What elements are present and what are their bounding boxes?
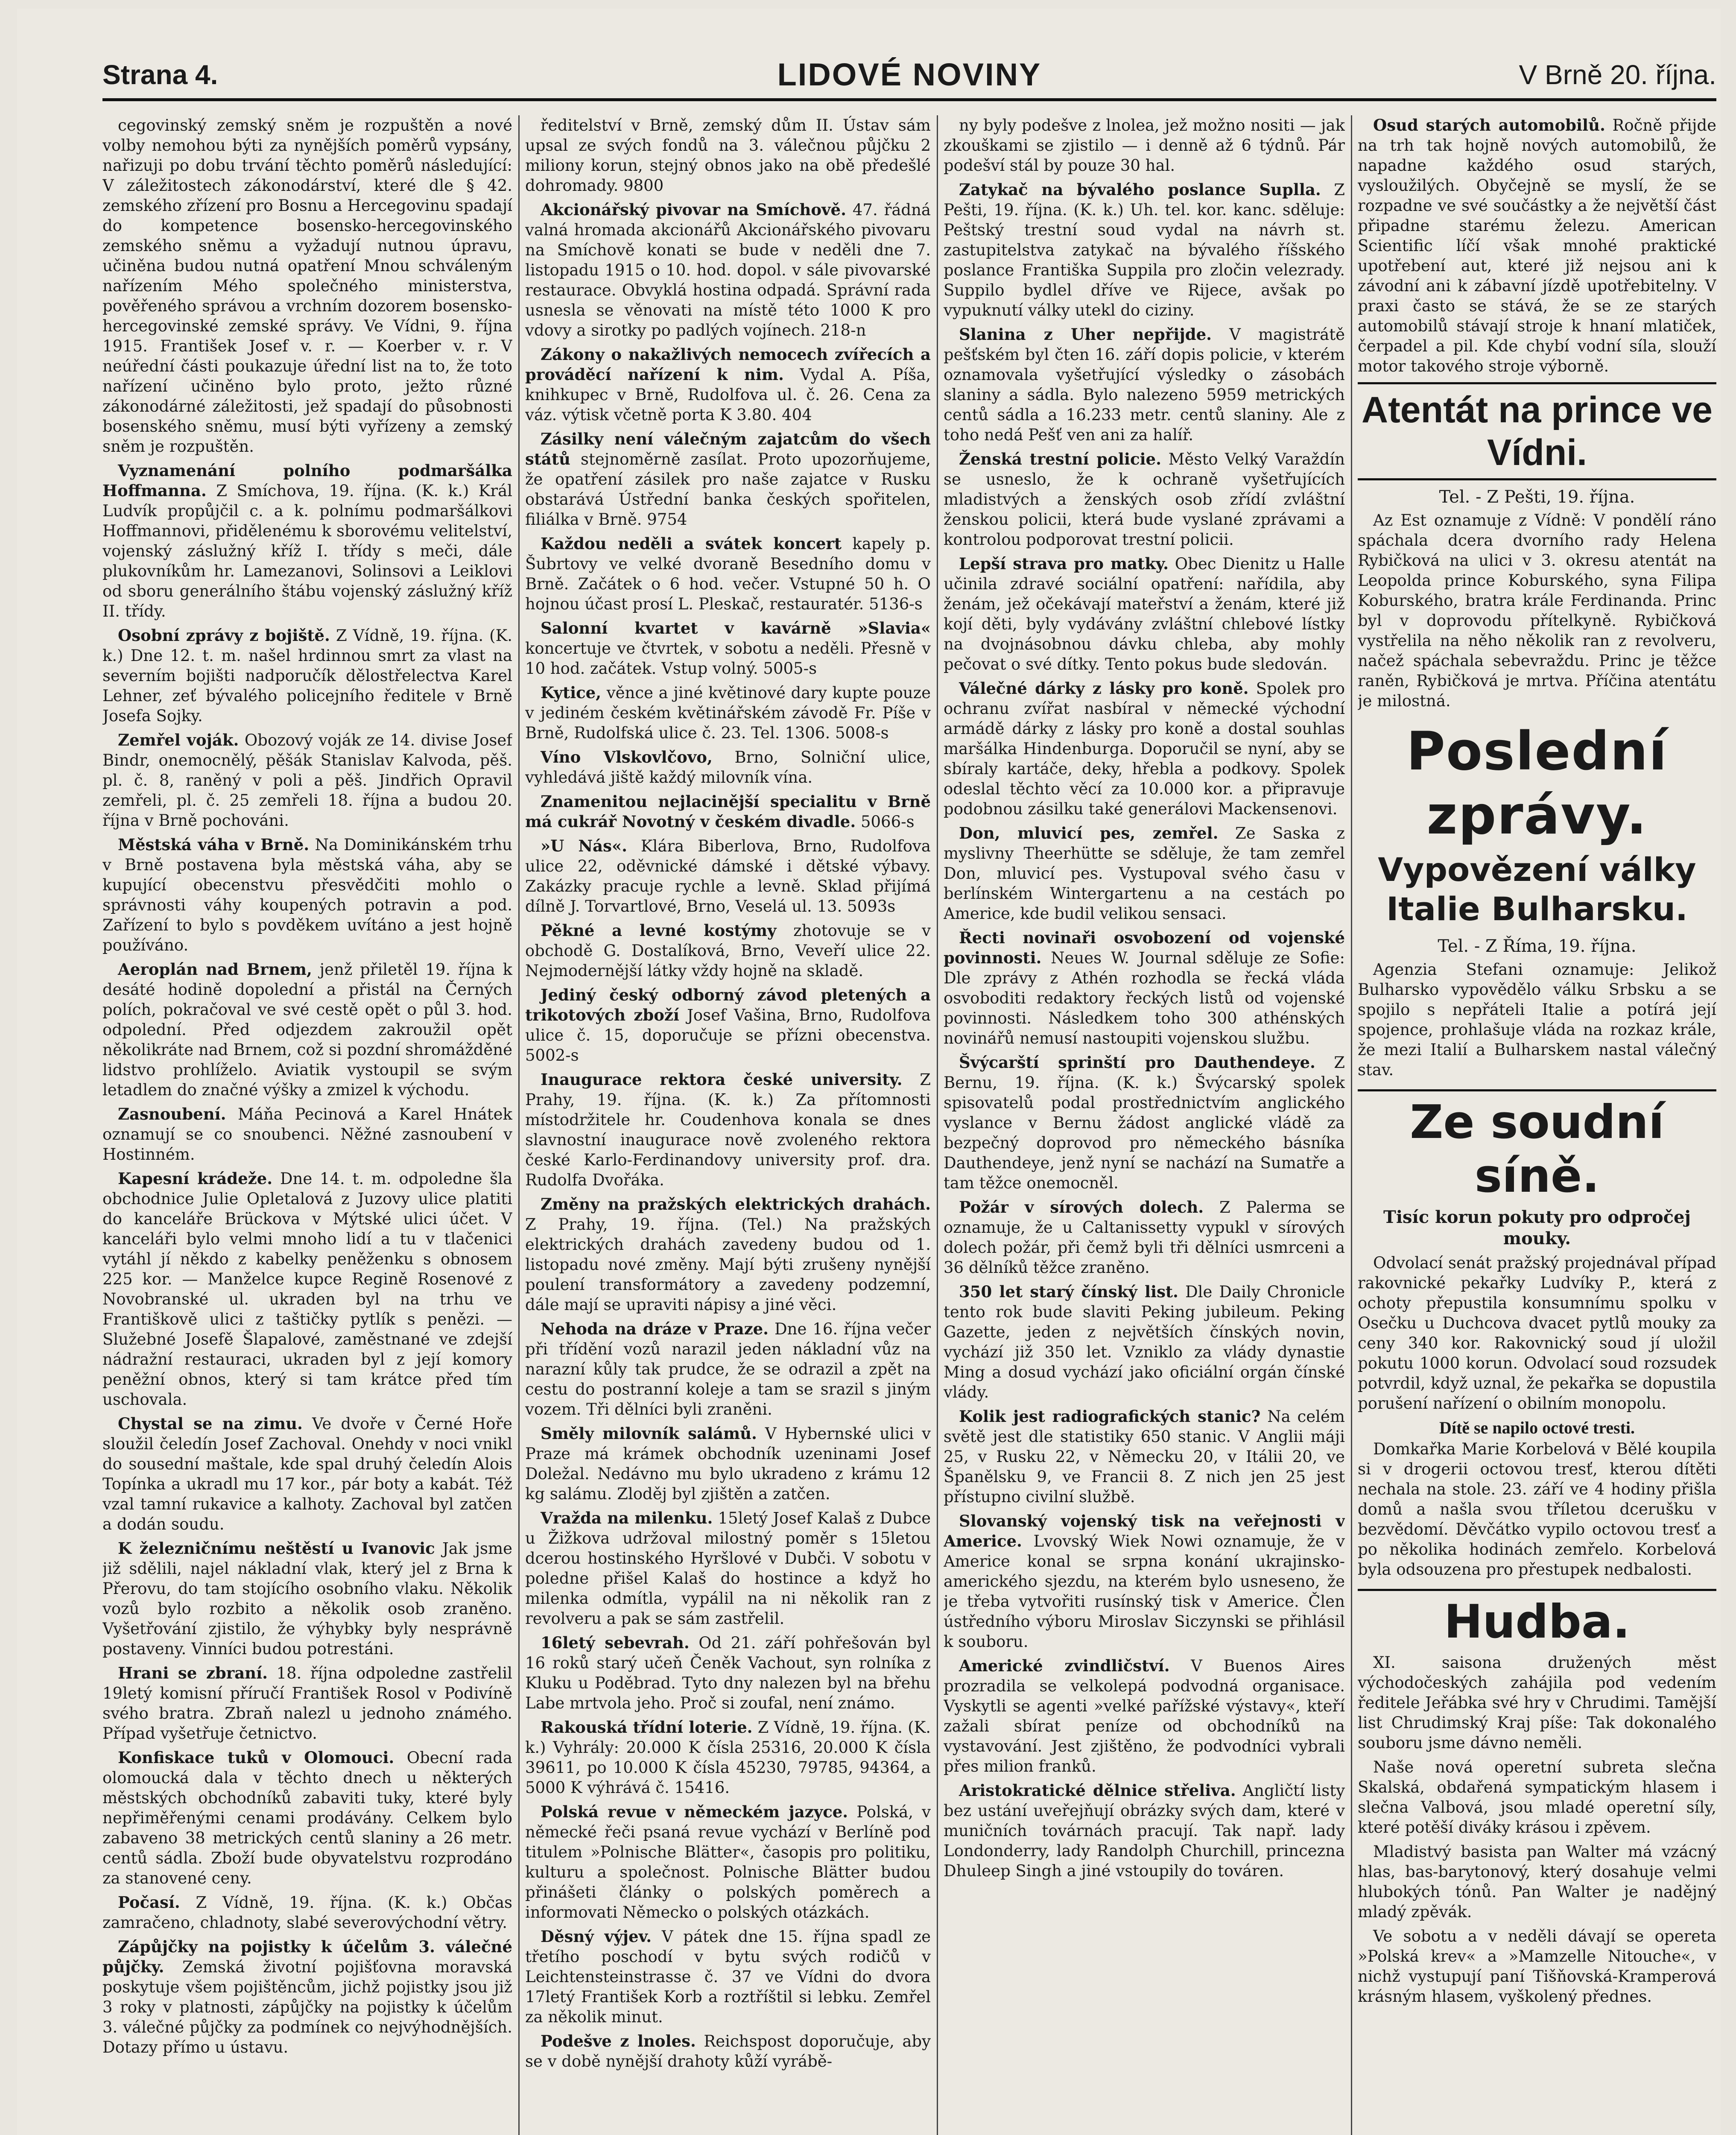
music-body: Mladistvý basista pan Walter má vzácný hlas, bas-barytonový, který dosahuje velmi hlubokých tónů. Pan Walter je nadějný mladý zpěvák. [1358, 1843, 1716, 1921]
news-title: Požár v sírových dolech. [959, 1198, 1204, 1217]
news-item [102, 1169, 512, 1410]
news-title: Slanina z Uher nepřijde. [959, 325, 1212, 344]
news-body: Kolik jest radiografických stanic? Na celém světě jest dle statistiky 650 stanic. V Anglii máji 25, v Rusku 22, v Německu 20, v Itálii 20, ve Španělsku 9, ve Francii 8. Z nich jen 25 jest přístupno civilní službě. [944, 1407, 1345, 1506]
news-item [102, 730, 512, 831]
court-item-body: Domkařka Marie Korbelová v Bělé koupila si v drogerii octovou tresť, kterou dítěti nechala na stole. 23. září ve 4 hodiny přišla domů a našla svou tříletou dcerušku v bezvědomí. Děvčátko vypilo octovou tresť a po několika hodinách zemřelo. Korbelová byla odsouzena pro přestupek nedbalosti. [1358, 1440, 1716, 1579]
news-body: K železničnímu neštěstí u Ivanovic Jak jsme již sdělili, najel nákladní vlak, který jel z Brna k Přerovu, do tam stojícího osobního vlaku. Několik vozů bylo rozbito a několik osob zraněno. Vyšetřování zjistilo, že výhybky byly nesprávně postaveny. Vinníci budou potrestáni. [102, 1539, 512, 1658]
issue-date: V Brně 20. října. [1519, 59, 1716, 90]
news-title: Rakouská třídní loterie. [541, 1718, 753, 1737]
news-body: Polská revue v německém jazyce. Polská, v německé řeči psaná revue vychází v Berlíně pod titulem »Polnische Blätter«, časopis pro politiku, kulturu a společnost. Polnische Blätter budou přinášeti články o polských poměrech a informovati Německo o polských otázkách. [525, 1802, 931, 1922]
news-item [102, 1892, 512, 1933]
news-title: Děsný výjev. [541, 1927, 652, 1946]
news-title: Salonní kvartet v kavárně »Slavia« [541, 619, 931, 638]
news-item [102, 115, 512, 456]
news-body: Počasí. Z Vídně, 19. října. (K. k.) Občas zamračeno, chladnoty, slabé severovýchodní větry. [102, 1893, 512, 1932]
page-number: Strana 4. [102, 59, 218, 90]
news-body: Děsný výjev. V pátek dne 15. října spadl ze třetího poschodí v bytu svých rodičů v Leichtensteinstrasse č. 37 ve Vídni do dvora 17letý František Korb a roztříštil si lebku. Zemřel za několik minut. [525, 1927, 931, 2026]
news-body: 350 let starý čínský list. Dle Daily Chronicle tento rok bude slaviti Peking jubileum. Peking Gazette, jeden z největších čínských novin, vychází již 350 let. Vzniklo za vlády dynastie Ming a dosud vychází jako oficiální orgán čínské vlády. [944, 1282, 1345, 1401]
news-body: Každou neděli a svátek koncert kapely p. Šubrtovy ve velké dvoraně Besedního domu v Brně. Začátek o 6 hod. večer. Vstupné 50 h. O hojnou účast prosí L. Pleskač, restauratér. 5136-s [525, 534, 931, 613]
news-item [1358, 115, 1716, 376]
news-title: Kytice, [541, 683, 602, 702]
news-body: Městská váha v Brně. Na Dominikánském trhu v Brně postavena byla městská váha, aby se kupující obecenstvu přesvědčiti mohlo o správnosti váhy koupených potravin a pod. Zařízení to bylo s povděkem uvítáno a jest hojně používáno. [102, 835, 512, 954]
court-item-title: Dítě se napilo octové tresti. [1439, 1418, 1635, 1437]
news-body: Chystal se na zimu. Ve dvoře v Černé Hoře sloužil čeledín Josef Zachoval. Onehdy v noci vnikl do sousední maštale, kde spal druhý čeledín Alois Topínka a ukradl mu 17 kor., pár boty a kabát. Též vzal tamní rukavice a kalhoty. Zachoval byl zatčen a dodán soudu. [102, 1414, 512, 1533]
news-title: Počasí. [118, 1893, 180, 1912]
news-body: Pěkné a levné kostýmy zhotovuje se v obchodě G. Dostalíková, Brno, Veveří ulice 22. Nejmodernější látky vždy hojně na skladě. [525, 921, 931, 980]
news-title: Nehoda na dráze v Praze. [541, 1319, 769, 1338]
column-4 [1358, 115, 1716, 2135]
latest-news-body: Agenzia Stefani oznamuje: Jelikož Bulharsko vypovědělo válku Srbsku a se spojilo s nepřáteli Italie a potírá její spojence, prohlašuje vláda na rozkaz krále, že mezi Italií a Bulharskem nastal válečný stav. [1358, 960, 1716, 1079]
court-heading: Ze soudní síně. [1358, 1089, 1716, 1203]
news-item [102, 835, 512, 955]
news-body: Zatykač na bývalého poslance Suplla. Z Pešti, 19. října. (K. k.) Uh. tel. kor. kanc. sděluje: Peštský trestní soud vydal na návrh st. zastupitelstva zatykač na bývalého říšského poslance Františka Suppila pro zločin velezrady. Suppilo bydlel dříve ve Rijece, avšak po vypuknutí války utekl do ciziny. [944, 180, 1345, 319]
music-body: Ve sobotu a v neděli dávají se opereta »Polská krev« a »Mamzelle Nitouche«, v nichž vystupují paní Tišňovská-Kramperová krásným hlasem, vyškolený přednes. [1358, 1927, 1716, 2006]
news-item [944, 1197, 1345, 1278]
news-item [102, 959, 512, 1100]
news-body: Slanina z Uher nepřijde. V magistrátě pešťském byl čten 16. září dopis policie, v kterém oznamovala vyšetřující výsledky o zásobách slaniny a sádla. Bylo nalezeno 5959 metrických centů sádla a 16.233 metr. centů slaniny. Ale z toho nedá Pešť ven ani za halíř. [944, 325, 1345, 444]
news-item [525, 792, 931, 832]
news-item [944, 1282, 1345, 1402]
news-item [525, 836, 931, 916]
news-item [525, 115, 931, 196]
column-rule [1351, 115, 1352, 2135]
news-body: Akcionářský pivovar na Smíchově. 47. řádná valná hromada akcionářů Akcionářského pivovaru na Smíchově konati se bude v neděli dne 7. listopadu 1915 o 10. hod. dopol. v sále pivovarské restaurace. Obvyklá hostina odpadá. Správní rada usnesla se věnovati na místě této 1000 K pro vdovy a sirotky po padlých vojínech. 218-n [525, 200, 931, 339]
news-title: Zápůjčky na pojistky k účelům 3. válečné půjčky. [102, 1937, 512, 1976]
news-item [525, 1424, 931, 1504]
news-item [944, 1407, 1345, 1507]
news-title: Každou neděli a svátek koncert [541, 534, 842, 553]
news-body: Švýcarští sprinští pro Dauthendeye. Z Bernu, 19. října. (K. k.) Švýcarský spolek spisovatelů podal prostřednictvím anglického vyslance v Bernu žádost anglické vládě za bezpečný doprovod pro německého básníka Dauthendeye, jenž nyní se nachází na Sumatře a tam těžce onemocněl. [944, 1053, 1345, 1192]
news-item [944, 1656, 1345, 1776]
news-body: Konfiskace tuků v Olomouci. Obecní rada olomoucká dala v těchto dnech u některých městských obchodníků zabaviti tuky, které byly nepřiměřenými cenami prodávány. Celkem bylo zabaveno 38 metrických centů slaniny a 26 metr. centů sádla. Zboží bude obyvatelstvu rozprodáno za stanovené ceny. [102, 1748, 512, 1887]
news-body: Podešve z lnoles. Reichspost doporučuje, aby se v době nynější drahoty kůží vyrábě- [525, 2032, 931, 2071]
news-item [102, 1104, 512, 1164]
news-item [525, 1717, 931, 1798]
news-body: Znamenitou nejlacinější specialitu v Brně má cukrář Novotný v českém divadle. 5066-s [525, 792, 931, 831]
news-body: ny byly podešve z lnolea, jež možno nositi — jak zkouškami se zjistilo — i denně až 6 týdnů. Pár podešví stál by pouze 30 hal. [944, 116, 1345, 175]
news-item [525, 618, 931, 679]
news-item [944, 823, 1345, 924]
news-item [525, 683, 931, 743]
news-title: Jediný český odborný závod pletených a trikotových zboží [525, 986, 931, 1024]
news-body: Osobní zprávy z bojiště. Z Vídně, 19. října. (K. k.) Dne 12. t. m. našel hrdinnou smrt za vlast na severním bojišti nadporučík dělostřelectva Karel Lehner, zeť bývalého policejního ředitele v Brně Josefa Sojky. [102, 626, 512, 725]
column-rule [518, 115, 520, 2135]
news-title: Chystal se na zimu. [118, 1414, 303, 1433]
news-item [525, 985, 931, 1065]
news-body: Válečné dárky z lásky pro koně. Spolek pro ochranu zvířat nasbíral v německé východní armádě dárky z lásky pro koně a dostal souhlas maršálka Hindenburga. Doporučil se nyní, aby se sbíraly kartáče, deky, hřebla a podkovy. Spolek odeslal těchto věcí za 10.000 kor. a připravuje podobnou zásilku také generálovi Mackensenovi. [944, 679, 1345, 818]
news-body: Řecti novinaři osvobození od vojenské povinnosti. Neues W. Journal sděluje ze Sofie: Dle zprávy z Athén rozhodla se řecká vláda osvoboditi redaktory řeckých listů od vojenské povinnosti. Následkem toho 300 athénských novinářů nemusí nastoupiti vojenskou službu. [944, 928, 1345, 1047]
news-body: Salonní kvartet v kavárně »Slavia« koncertuje ve čtvrtek, v sobotu a neděli. Přesně v 10 hod. začátek. Vstup volný. 5005-s [525, 619, 931, 678]
column-1 [102, 115, 512, 2135]
news-item [102, 626, 512, 726]
news-body: Don, mluvicí pes, zemřel. Ze Saska z myslivny Theerhütte se sděluje, že tam zemřel Don, mluvicí pes. Vystupoval svého času v berlínském Wintergartenu a na cestách po Americe, kde budil velikou sensaci. [944, 824, 1345, 923]
news-title: 16letý sebevrah. [541, 1633, 690, 1652]
column-2 [525, 115, 931, 2135]
news-item [525, 1319, 931, 1419]
news-item [102, 461, 512, 621]
news-item [944, 449, 1345, 550]
news-title: Zatykač na bývalého poslance Suplla. [959, 180, 1321, 199]
news-body: Osud starých automobilů. Ročně přijde na trh tak hojně nových automobilů, že napadne každého osud starých, vysloužilých. Obyčejně se myslí, že se rozpadne ve své součástky a že největší část připadne starému železu. American Scientific líčí však mnohé praktické upotřebení aut, které již nejsou ani k závodní ani k zábavní jízdě upotřebitelny. V praxi často se stává, že se ze starých automobilů stávají stroje k hnaní mlatiček, čerpadel a pil. Kde chybí vodní síla, slouží motor takového stroje výborně. [1358, 116, 1716, 375]
news-body: Zasnoubení. Máňa Pecinová a Karel Hnátek oznamují se co snoubenci. Něžné zasnoubení v Hostinném. [102, 1105, 512, 1164]
news-title: Zemřel voják. [118, 731, 239, 749]
news-body: Směly milovník salámů. V Hybernské ulici v Praze má krámek obchodník uzeninami Josef Doležal. Nedávno mu bylo ukradeno z krámu 12 kg salámu. Zloděj byl zjištěn a zatčen. [525, 1424, 931, 1503]
news-title: Změny na pražských elektrických drahách. [541, 1195, 931, 1214]
news-body: Rakouská třídní loterie. Z Vídně, 19. října. (K. k.) Vyhrály: 20.000 K čísla 25316, 20.000 K čísla 39611, po 10.000 K čísla 45230, 79785, 94364, a 5000 K výhrává č. 15416. [525, 1718, 931, 1797]
news-item [944, 1511, 1345, 1652]
column-3 [944, 115, 1345, 2135]
news-item [944, 928, 1345, 1048]
news-body: ředitelství v Brně, zemský dům II. Ústav sám upsal ze svých fondů na 3. válečnou půjčku 2 miliony korun, stejný obnos jako na obě předešlé dohromady. 9800 [525, 116, 931, 195]
news-body: Požár v sírových dolech. Z Palerma se oznamuje, že u Caltanissetty vypukl v sírových dolech požár, při čemž byli tři dělníci usmrceni a 36 dělníků těžce zraněno. [944, 1198, 1345, 1277]
news-body: Aeroplán nad Brnem, jenž přiletěl 19. října k desáté hodině dopolední a přistál na Černých polích, pokračoval ve své cestě opět o půl 3. hod. odpolední. Před odjezdem zakroužil opět několikráte nad Brnem, což si pozdní shromážděné lidstvo prohlíželo. Aviatik vystoupil se svým letadlem do značné výšky a zmizel k východu. [102, 960, 512, 1099]
attentat-body: Az Est oznamuje z Vídně: V pondělí ráno spáchala dcera dvorního rady Helena Rybičková na ulici v 3. okresu atentát na Leopolda prince Koburského, syna Filipa Koburského, bratra krále Ferdinanda. Princ byl v doprovodu přítelkyně. Rybičková vystřelila na něho několik ran z revolveru, načež spáchala sebevraždu. Princ je těžce raněn, Rybičková je mrtva. Příčina atentátu je milostná. [1358, 511, 1716, 710]
news-item [102, 1748, 512, 1888]
news-title: Don, mluvicí pes, zemřel. [959, 824, 1219, 842]
news-body: Inaugurace rektora české university. Z Prahy, 19. října. (K. k.) Za přítomnosti místodržitele hr. Coudenhova konala se dnes slavnostní inaugurace nově zvoleného rektora české Karlo-Ferdinandovy university prof. dra. Rudolfa Dvořáka. [525, 1070, 931, 1189]
news-body: Nehoda na dráze v Praze. Dne 16. října večer při třídění vozů narazil jeden nákladní vůz na narazní kůly tak prudce, že se odrazil a zpět na cestu do postranní koleje a tam se srazil s jiným vozem. Tři dělníci byli zraněni. [525, 1319, 931, 1418]
news-item [944, 554, 1345, 674]
news-item [525, 1070, 931, 1190]
attentat-dateline: Tel. - Z Pešti, 19. října. [1439, 487, 1635, 507]
news-item [525, 1802, 931, 1922]
news-title: Víno Vlskovlčovo, [541, 748, 713, 766]
news-item [525, 429, 931, 529]
news-title: Inaugurace rektora české university. [541, 1070, 903, 1089]
news-item [525, 534, 931, 614]
news-title: Vražda na milenku. [541, 1509, 713, 1527]
news-body: 16letý sebevrah. Od 21. září pohřešován byl 16 roků starý učeň Čeněk Vachout, syn rolníka z Kluku u Poděbrad. Tyto dny nalezen byl na břehu Labe mrtvola jeho. Proč si zoufal, není známo. [525, 1633, 931, 1712]
running-head [102, 51, 1716, 101]
news-title: Podešve z lnoles. [541, 2032, 696, 2050]
news-body: Vražda na milenku. 15letý Josef Kalaš z Dubce u Žižkova udržoval milostný poměr s 15letou dcerou hostinského Hyršlové v Dubči. V sobotu v poledne přišel Kalaš do hostince a když ho milenka odmítla, vypálil na ni několik ran z revolveru a pak se sám zastřelil. [525, 1509, 931, 1628]
newspaper-title: LIDOVÉ NOVINY [777, 57, 1042, 92]
news-title: Osobní zprávy z bojiště. [118, 626, 330, 645]
news-item [102, 1414, 512, 1534]
news-body: Hrani se zbraní. 18. října odpoledne zastřelil 19letý komisní příručí František Rosol v Podivíně svého bratra. Zbraň nalezl u jednoho známého. Případ vyšetřuje četnictvo. [102, 1664, 512, 1743]
news-item [525, 2031, 931, 2071]
news-item [102, 1538, 512, 1659]
news-title: Polská revue v německém jazyce. [541, 1802, 848, 1821]
news-body: Víno Vlskovlčovo, Brno, Solniční ulice, vyhledává jiště každý milovník vína. [525, 748, 931, 787]
news-body: Kapesní krádeže. Dne 14. t. m. odpoledne šla obchodnice Julie Opletalová z Juzovy ulice platiti do kanceláře Brückova v Mýtské ulici účet. V kanceláři bylo velmi mnoho lidí a tu v tlačenici vytáhl jí někdo z kabelky peněženku s obnosem 225 kor. — Manželce kupce Regině Rosenové z Novobranské ul. ukraden byl na trhu ve Františkově ulici z taštičky pytlík s penězi. — Služebné Josefě Šlapalové, zaměstnané ve zdejší nádražní restauraci, ukraden byl z její komory peněžní obnos, který si tam krátce před tím uschovala. [102, 1169, 512, 1409]
news-title: Konfiskace tuků v Olomouci. [118, 1748, 395, 1767]
news-body: Slovanský vojenský tisk na veřejnosti v Americe. Lvovský Wiek Nowi oznamuje, že v Americe konal se srpna konání ukrajinsko-amerického sjezdu, na kterém bylo usneseno, že je třeba vytvořiti rusínský tisk v Americe. Člen ústředního výboru Miroslav Siczynski se přihlásil k souboru. [944, 1512, 1345, 1651]
news-item [944, 1781, 1345, 1881]
news-title: Vyznamenání polního podmaršálka Hoffmanna. [102, 461, 512, 500]
news-item [525, 1194, 931, 1315]
news-item [944, 1053, 1345, 1193]
news-body: Jediný český odborný závod pletených a trikotových zboží Josef Vašina, Brno, Rudolfova ulice č. 15, doporučuje se přízni obecenstva. 5002-s [525, 986, 931, 1065]
news-title: Slovanský vojenský tisk na veřejnosti v Americe. [944, 1512, 1345, 1550]
news-item [525, 921, 931, 981]
court-kicker: Tisíc korun pokuty pro odpročej mouky. [1383, 1207, 1691, 1249]
news-title: Americké zvindličství. [959, 1656, 1170, 1675]
music-heading: Hudba. [1358, 1589, 1716, 1649]
news-item [525, 200, 931, 340]
news-item [525, 1508, 931, 1629]
news-item [944, 325, 1345, 445]
court-body: Odvolací senát pražský projednával případ rakovnické pekařky Ludvíky P., která z ochoty přepustila konsumnímu spolku v Osečku u Duchcova dvacet pytlů mouky za ceny 340 kor. Rakovnický soud jí uložil pokutu 1000 korun. Odvolací soud rozsudek potvrdil, když uznal, že pekařka se dopustila porušení nařízení o obilním monopolu. [1358, 1254, 1716, 1413]
news-item [944, 679, 1345, 819]
news-title: Hrani se zbraní. [118, 1664, 268, 1682]
news-title: Švýcarští sprinští pro Dauthendeye. [959, 1053, 1315, 1072]
news-body: cegovinský zemský sněm je rozpuštěn a nové volby nemohou býti za nynějších poměrů vypsány, nařizuji po dobu trvání těchto poměrů následující: V záležitostech zákonodárství, které dle § 42. zemského zřízení pro Bosnu a Hercegovinu spadají do kompetence bosensko-hercegovinského zemského sněmu a vyžadují nutnou úpravu, učiněna budou nutná opatření Mnou schváleným nařízením Mého společného ministerstva, pověřeného správou a vrchním dozorem bosensko-hercegovinské zemské správy. Ve Vídni, 9. října 1915. František Josef v. r. — Koerber v. r. V neúřední části poukazuje úřední list na to, že toto nařízení učiněno bylo proto, ježto různé zákonodárné záležitosti, jež spadají do působnosti bosenského sněmu, musí býti vyřízeny a zemský sněm je rozpuštěn. [102, 116, 512, 456]
attentat-heading: Atentát na prince ve Vídni. [1358, 382, 1716, 480]
news-item [525, 345, 931, 425]
news-title: Zasnoubení. [118, 1105, 226, 1123]
music-body: Naše nová operetní subreta slečna Skalská, obdařená sympatickým hlasem i slečna Valbová, jsou mladé operetní síly, které potěší diváky krásou i zpěvem. [1358, 1758, 1716, 1837]
news-title: Kolik jest radiografických stanic? [959, 1407, 1261, 1426]
news-title: Válečné dárky z lásky pro koně. [959, 679, 1249, 698]
news-title: Pěkné a levné kostýmy [541, 921, 777, 940]
news-item [525, 1633, 931, 1713]
news-title: Řecti novinaři osvobození od vojenské povinnosti. [944, 928, 1345, 967]
news-title: Aristokratické dělnice střeliva. [959, 1781, 1236, 1800]
news-title: Osud starých automobilů. [1373, 116, 1605, 135]
news-body: »U Nás«. Klára Biberlova, Brno, Rudolfova ulice 22, oděvnické dámské i dětské výbavy. Zakázky pracuje rychle a levně. Sklad přijímá dílně J. Torvartlové, Brno, Veselá ul. 13. 5093s [525, 836, 931, 915]
news-body: Americké zvindličství. V Buenos Aires prozradila se velkolepá podvodná organisace. Vyskytli se agenti »velké pařížské výstavy«, kteří zažali sbírat peníze od obchodníků na vystavování. Jest zjištěno, že podvodníci vybrali přes milion franků. [944, 1656, 1345, 1775]
news-body: Zápůjčky na pojistky k účelům 3. válečné půjčky. Zemská životní pojišťovna moravská poskytuje všem pojištěncům, jichž pojistky jsou již 3 roky v platnosti, zápůjčky na pojistky k účelům 3. válečné půjčky za podmínek co nejvýhodnějších. Dotazy přímo u ústavu. [102, 1937, 512, 2056]
news-body: Zemřel voják. Obozový voják ze 14. divise Josef Bindr, onemocnělý, pěšák Stanislav Kalvoda, pěš. pl. č. 8, raněný v poli a pěš. Jindřich Opravil zemřeli, pl. č. 25 zemřeli 18. října a budou 20. října v Brně pochováni. [102, 731, 512, 830]
music-body: XI. saisona družených měst východočeských zahájila pod vedením ředitele Jeřábka své hry v Chrudimi. Tamější list Chrudimský Kraj píše: Tak dokonalého souboru jsme dávno neměli. [1358, 1653, 1716, 1752]
news-title: Zákony o nakažlivých nemocech zvířecích a prováděcí nařízení k nim. [525, 345, 931, 384]
news-item [944, 115, 1345, 175]
news-title: Lepší strava pro matky. [959, 554, 1169, 573]
news-body: Zásilky není válečným zajatcům do všech států stejnoměrně zasílat. Proto upozorňujeme, že opatření zásilek pro naše zajatce v Rusku obstarává Ústřední banka českých spořitelen, filiálka v Brně. 9754 [525, 430, 931, 529]
latest-news-heading: Poslední zprávy. [1406, 721, 1668, 846]
news-item [102, 1663, 512, 1743]
news-item [944, 180, 1345, 320]
column-rule [937, 115, 938, 2135]
news-body: Vyznamenání polního podmaršálka Hoffmanna. Z Smíchova, 19. října. (K. k.) Král Ludvík propůjčil c. a k. polnímu podmaršálkovi Hoffmannovi, přidělenému k sborovému velitelství, vojenský záslužný kříž I. třídy s meči, dále plukovníkům hr. Lamezanovi, Solinsovi a Leiklovi od sboru generálního štábu vojenský záslužný kříž II. třídy. [102, 461, 512, 620]
latest-news-subheading: Vypovězení války Italie Bulharsku. [1378, 851, 1696, 928]
news-title: Kapesní krádeže. [118, 1169, 273, 1188]
news-body: Změny na pražských elektrických drahách. Z Prahy, 19. října. (Tel.) Na pražských elektrických drahách zavedeny budou od 1. listopadu nové změny. Mají býti zrušeny nynější poulení transformátory a zavedeny podzemní, dále mají se upraviti nápisy a jiné věci. [525, 1195, 931, 1314]
news-title: 350 let starý čínský list. [959, 1282, 1178, 1301]
news-item [525, 1927, 931, 2027]
news-body: Aristokratické dělnice střeliva. Angličtí listy bez ustání uveřejňují obrázky svých dam, které v muničních továrnách pracují. Tak např. lady Londonderry, lady Randolph Churchill, princezna Dhuleep Singh a jiné vstoupily do továren. [944, 1781, 1345, 1880]
news-item [525, 747, 931, 787]
news-body: Kytice, věnce a jiné květinové dary kupte pouze v jediném českém květinářském závodě Fr. Píše v Brně, Rudolfská ulice č. 23. Tel. 1306. 5008-s [525, 683, 931, 742]
news-title: Akcionářský pivovar na Smíchově. [541, 200, 846, 219]
news-title: Směly milovník salámů. [541, 1424, 757, 1443]
news-title: Znamenitou nejlacinější specialitu v Brně má cukrář Novotný v českém divadle. [525, 792, 931, 831]
news-body: Ženská trestní policie. Město Velký Varaždín se usneslo, že k ochraně vyšetřujících mladistvých a ženských osob zřídí zvláštní ženskou policii, která bude vyslané zprávami a kontrolou podporovat trestní policii. [944, 450, 1345, 549]
news-body: Zákony o nakažlivých nemocech zvířecích a prováděcí nařízení k nim. Vydal A. Píša, knihkupec v Brně, Rudolfova ul. č. 26. Cena za váz. výtisk včetně porta K 3.80. 404 [525, 345, 931, 424]
news-title: »U Nás«. [541, 836, 627, 855]
news-body: Lepší strava pro matky. Obec Dienitz u Halle učinila zdravé sociální opatření: nařídila, aby ženám, jež očekávají mateřství a ženám, které již kojí děti, byly vydávány zvláštní chlebové lístky na dvojnásobnou dávku chleba, aby mohly pečovat o své dítky. Tento pokus bude sledován. [944, 554, 1345, 673]
news-title: Aeroplán nad Brnem, [118, 960, 312, 979]
latest-news-dateline: Tel. - Z Říma, 19. října. [1438, 936, 1637, 956]
news-title: K železničnímu neštěstí u Ivanovic [118, 1539, 435, 1558]
news-title: Ženská trestní policie. [959, 450, 1161, 468]
news-item [102, 1937, 512, 2057]
news-title: Městská váha v Brně. [118, 835, 310, 854]
newspaper-page [17, 9, 1721, 2135]
news-title: Zásilky není válečným zajatcům do všech států [525, 430, 931, 468]
